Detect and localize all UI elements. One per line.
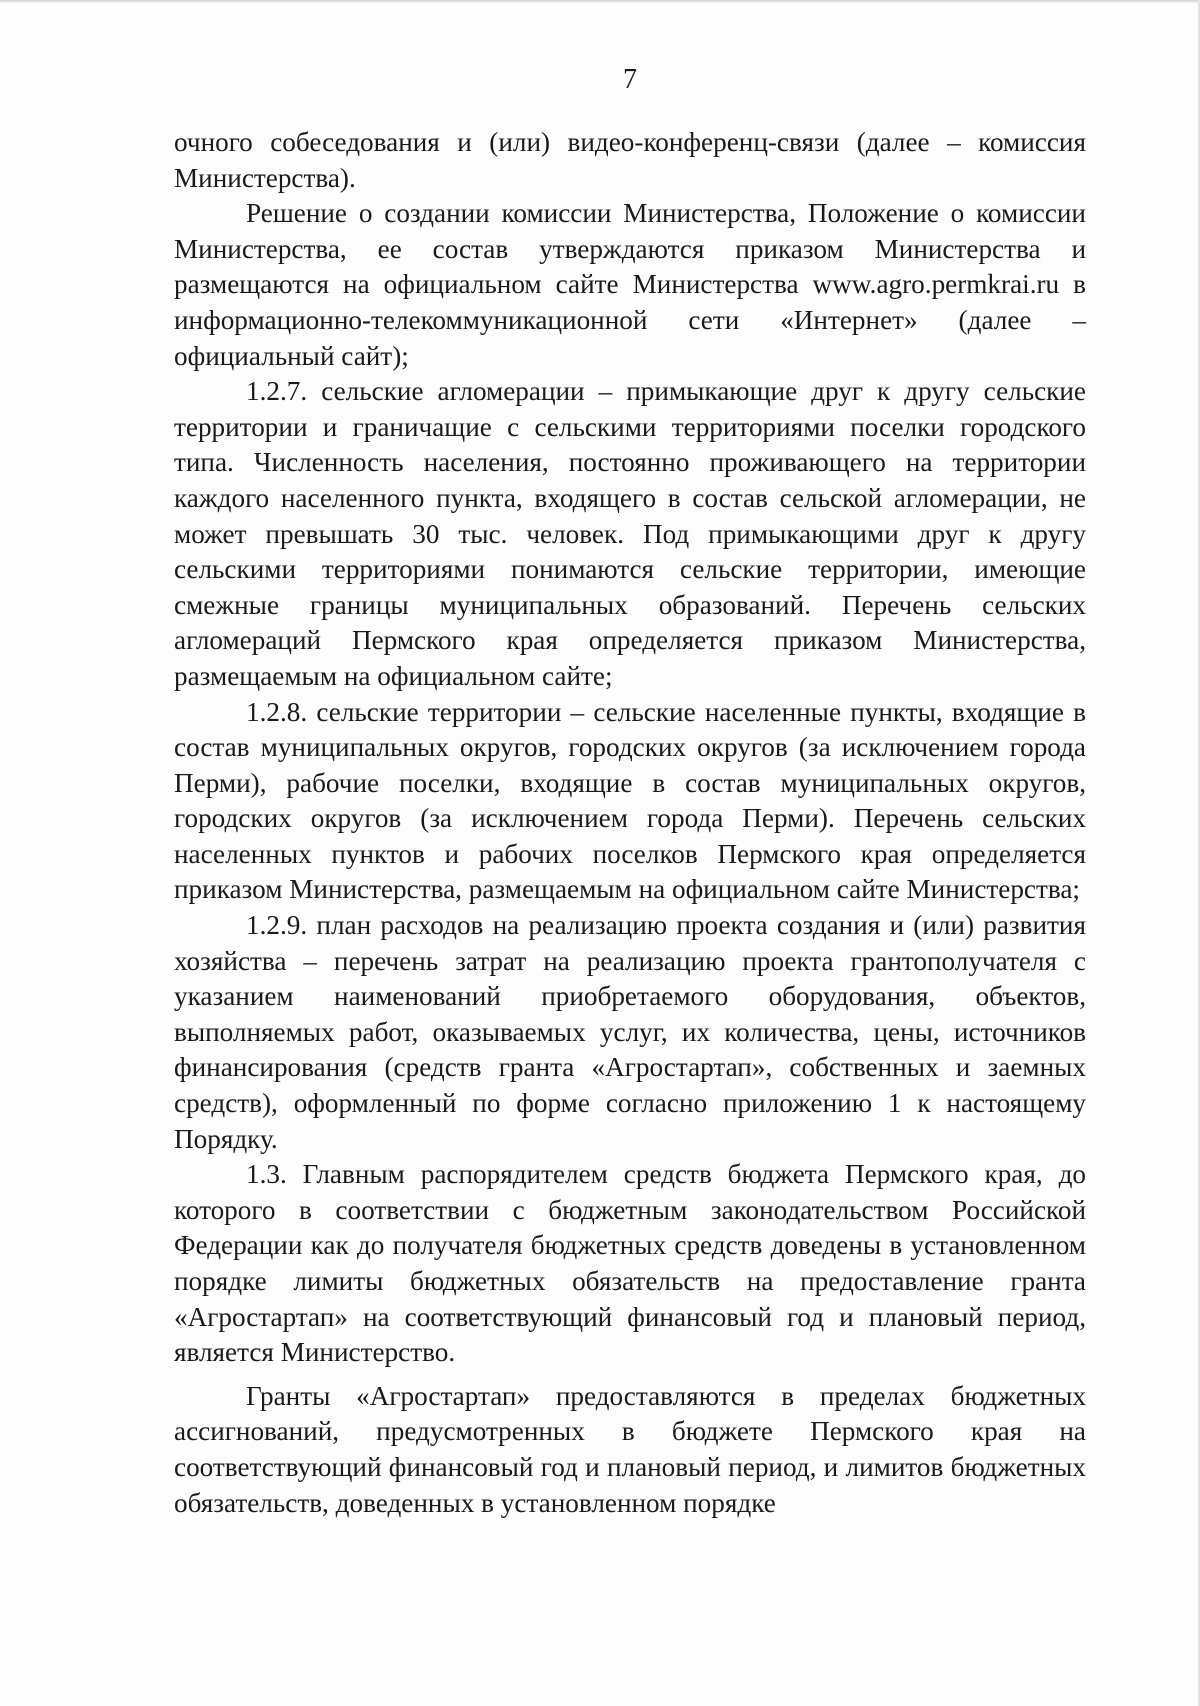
paragraph-continuation: очного собеседования и (или) видео-конференц-связи (далее – комиссия Министерства). bbox=[174, 127, 1086, 193]
paragraph-1-2-9: 1.2.9. план расходов на реализацию проекта создания и (или) развития хозяйства – перечень затрат на реализацию проекта грантополучателя с указанием наименований приобретаемого оборудования, объектов, выполняемых работ, оказываемых услуг, их количества, цены, источников финансирования (средств гранта «Агростартап», собственных и заемных средств), оформленный по форме согласно приложению 1 к настоящему Порядку. bbox=[174, 910, 1086, 1154]
document-body bbox=[174, 125, 1086, 1521]
paragraph-grants: Гранты «Агростартап» предоставляются в пределах бюджетных ассигнований, предусмотренных в бюджете Пермского края на соответствующий финансовый год и плановый период, и лимитов бюджетных обязательств, доведенных в установленном порядке bbox=[174, 1380, 1086, 1518]
paragraph-1-2-8: 1.2.8. сельские территории – сельские населенные пункты, входящие в состав муниципальных округов, городских округов (за исключением города Перми), рабочие поселки, входящие в состав муниципальных округов, городских округов (за исключением города Перми). Перечень сельских населенных пунктов и рабочих поселков Пермского края определяется приказом Министерства, размещаемым на официальном сайте Министерства; bbox=[174, 696, 1086, 905]
scan-edge-top bbox=[0, 0, 1200, 3]
paragraph-commission-decision: Решение о создании комиссии Министерства, Положение о комиссии Министерства, ее состав утверждаются приказом Министерства и размещаются на официальном сайте Министерства www.agro.permkrai.ru в информационно-телекоммуникационной сети «Интернет» (далее – официальный сайт); bbox=[174, 198, 1086, 371]
paragraph-1-2-7: 1.2.7. сельские агломерации – примыкающие друг к другу сельские территории и граничащие с сельскими территориями поселки городского типа. Численность населения, постоянно проживающего на территории каждого населенного пункта, входящего в состав сельской агломерации, не может превышать 30 тыс. человек. Под примыкающими друг к другу сельскими территориями понимаются сельские территории, имеющие смежные границы муниципальных образований. Перечень сельских агломераций Пермского края определяется приказом Министерства, размещаемым на официальном сайте; bbox=[174, 376, 1086, 691]
page-number: 7 bbox=[623, 64, 637, 95]
paragraph-1-3: 1.3. Главным распорядителем средств бюджета Пермского края, до которого в соответствии с бюджетным законодательством Российской Федерации как до получателя бюджетных средств доведены в установленном порядке лимиты бюджетных обязательств на предоставление гранта «Агростартап» на соответствующий финансовый год и плановый период, является Министерство. bbox=[174, 1159, 1086, 1368]
